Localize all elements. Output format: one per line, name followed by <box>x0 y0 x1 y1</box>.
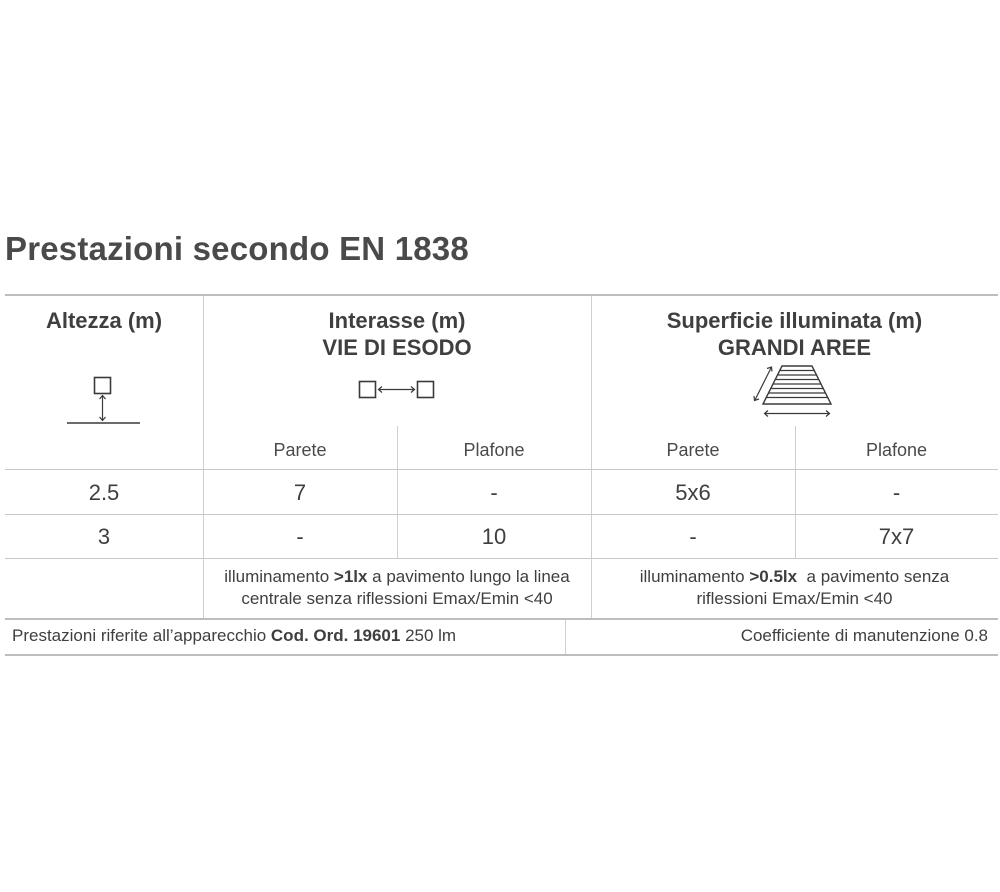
header-bottom-rule <box>5 469 998 470</box>
subheader-superficie-parete: Parete <box>666 440 720 460</box>
spacing-icon <box>355 378 440 402</box>
row2-altezza: 3 <box>97 524 111 549</box>
note-vie-suffix: a pavimento lungo la linea <box>367 567 570 586</box>
row1-altezza: 2.5 <box>88 480 120 505</box>
note-aree-suffix: a pavimento senza <box>797 567 950 586</box>
row1-superficie-parete: 5x6 <box>675 480 711 505</box>
footer-left-prefix: Prestazioni riferite all’apparecchio <box>12 626 271 645</box>
header-vie-esodo: VIE DI ESODO <box>322 335 472 360</box>
note-vie-esodo <box>203 566 591 610</box>
height-icon <box>60 372 150 428</box>
note-aree-bold: >0.5lx <box>749 567 798 586</box>
subheader-interasse-plafone: Plafone <box>463 440 525 460</box>
row2-interasse-plafone: 10 <box>481 524 507 549</box>
area-icon <box>745 360 845 424</box>
subheader-interasse-parete: Parete <box>273 440 327 460</box>
row2-superficie-parete: - <box>689 524 697 549</box>
notes-bottom-rule <box>5 618 998 620</box>
note-vie-line2: centrale senza riflessioni Emax/Emin <40 <box>241 589 553 608</box>
header-grandi-aree: GRANDI AREE <box>717 335 872 360</box>
footer-left-code: Cod. Ord. 19601 <box>270 626 401 645</box>
row2-bottom-rule <box>5 558 998 559</box>
footer-left-suffix: 250 lm <box>400 626 457 645</box>
row1-superficie-plafone: - <box>892 480 901 505</box>
row2-interasse-parete: - <box>296 524 304 549</box>
note-aree-line1 <box>591 566 998 588</box>
row1-interasse-plafone: - <box>490 480 498 505</box>
note-grandi-aree <box>591 566 998 610</box>
note-aree-prefix: illuminamento <box>639 567 750 586</box>
row1-bottom-rule <box>5 514 998 515</box>
header-interasse: Interasse (m) <box>328 308 466 333</box>
note-vie-bold: >1lx <box>333 567 368 586</box>
footer-right: Coefficiente di manutenzione 0.8 <box>740 626 988 645</box>
footer-left <box>12 626 456 646</box>
subheader-superficie-plafone: Plafone <box>865 440 928 460</box>
note-vie-prefix: illuminamento <box>224 567 334 586</box>
note-vie-line1 <box>203 566 591 588</box>
note-aree-line2: riflessioni Emax/Emin <40 <box>696 589 893 608</box>
page-title: Prestazioni secondo EN 1838 <box>5 230 469 267</box>
footer-bottom-rule <box>5 654 998 656</box>
header-superficie: Superficie illuminata (m) <box>666 308 923 333</box>
footer-divider <box>565 620 566 654</box>
table-top-rule <box>5 294 998 296</box>
header-altezza: Altezza (m) <box>45 308 163 333</box>
row1-interasse-parete: 7 <box>293 480 307 505</box>
row2-superficie-plafone: 7x7 <box>878 524 915 549</box>
